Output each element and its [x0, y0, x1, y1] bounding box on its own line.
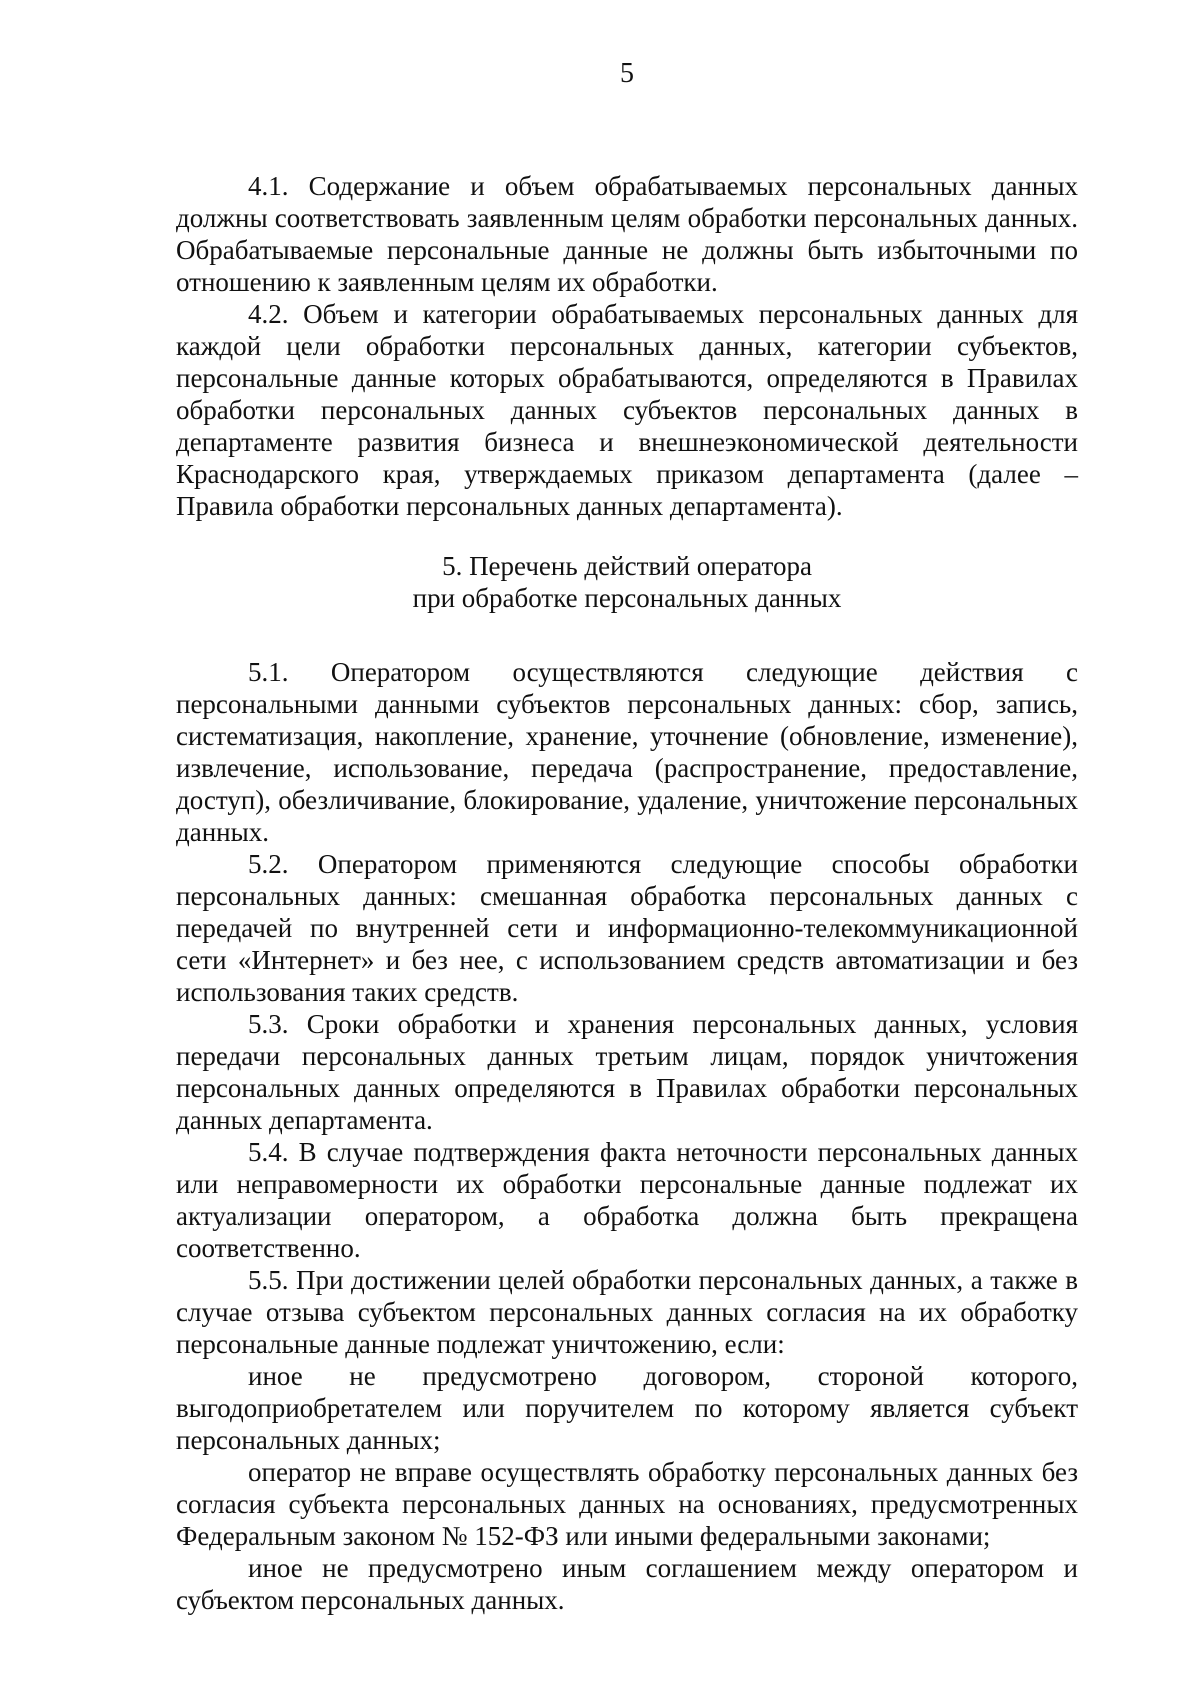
- paragraph-5-2: 5.2. Оператором применяются следующие способы обработки персональных данных: смешанная обработка персональных данных с передачей по внутренней сети и информационно-телекоммуникационной сети «Интернет» и без нее, с использованием средств автоматизации и без использования таких средств.: [176, 849, 1078, 1007]
- section-5-heading-line-1: 5. Перечень действий оператора: [442, 551, 812, 581]
- paragraph-5-5-item-2: оператор не вправе осуществлять обработку персональных данных без согласия субъекта персональных данных на основаниях, предусмотренных Федеральным законом № 152-ФЗ или иными федеральными законами;: [176, 1457, 1078, 1551]
- paragraph-5-5: 5.5. При достижении целей обработки персональных данных, а также в случае отзыва субъектом персональных данных согласия на их обработку персональные данные подлежат уничтожению, если:: [176, 1265, 1078, 1359]
- paragraph-5-5-item-1: иное не предусмотрено договором, стороной которого, выгодоприобретателем или поручителем по которому является субъект персональных данных;: [176, 1361, 1078, 1455]
- paragraph-5-3: 5.3. Сроки обработки и хранения персональных данных, условия передачи персональных данных третьим лицам, порядок уничтожения персональных данных определяются в Правилах обработки персональных данных департамента.: [176, 1009, 1078, 1135]
- paragraph-4-1: 4.1. Содержание и объем обрабатываемых персональных данных должны соответствовать заявленным целям обработки персональных данных. Обрабатываемые персональные данные не должны быть избыточными по отношению к заявленным целям их обработки.: [176, 171, 1078, 297]
- paragraph-5-1: 5.1. Оператором осуществляются следующие действия с персональными данными субъектов персональных данных: сбор, запись, систематизация, накопление, хранение, уточнение (обновление, изменение), извлечение, использование, передача (распространение, предоставление, доступ), обезличивание, блокирование, удаление, уничтожение персональных данных.: [176, 657, 1078, 847]
- section-5-heading-line-2: при обработке персональных данных: [412, 583, 842, 613]
- paragraph-4-2: 4.2. Объем и категории обрабатываемых персональных данных для каждой цели обработки персональных данных, категории субъектов, персональные данные которых обрабатываются, определяются в Правилах обработки персональных данных субъектов персональных данных в департаменте развития бизнеса и внешнеэкономической деятельности Краснодарского края, утверждаемых приказом департамента (далее – Правила обработки персональных данных департамента).: [176, 299, 1078, 521]
- paragraph-5-5-item-3: иное не предусмотрено иным соглашением между оператором и субъектом персональных данных.: [176, 1553, 1078, 1615]
- page-number: 5: [620, 58, 634, 89]
- paragraph-5-4: 5.4. В случае подтверждения факта неточности персональных данных или неправомерности их обработки персональные данные подлежат их актуализации оператором, а обработка должна быть прекращена соответственно.: [176, 1137, 1078, 1263]
- section-5-heading: [176, 550, 1078, 614]
